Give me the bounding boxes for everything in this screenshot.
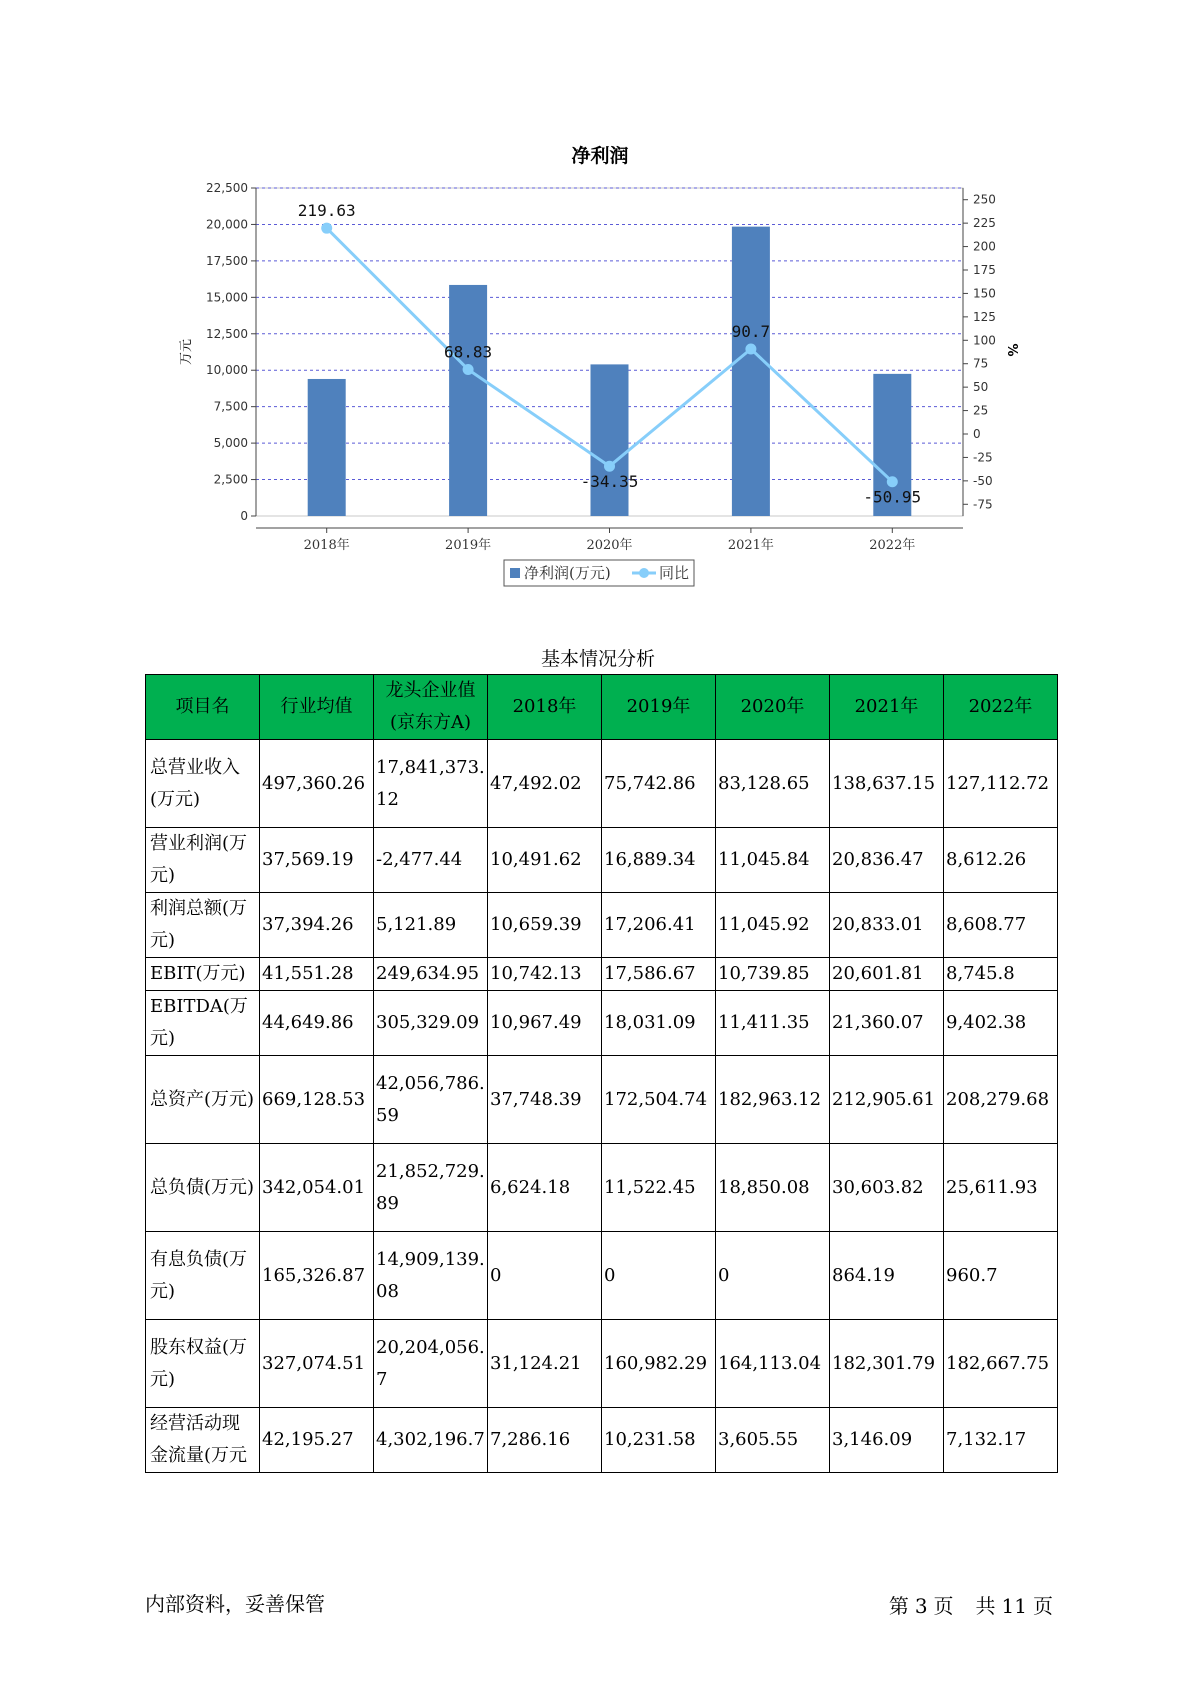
y2-axis-label: % — [1004, 343, 1019, 357]
value-cell: 0 — [602, 1232, 716, 1320]
row-label-cell: 总营业收入(万元) — [146, 740, 260, 828]
value-cell: 212,905.61 — [830, 1056, 944, 1144]
value-cell: 16,889.34 — [602, 828, 716, 893]
value-cell: 160,982.29 — [602, 1320, 716, 1408]
row-label-cell: 股东权益(万元) — [146, 1320, 260, 1408]
value-cell: 17,586.67 — [602, 958, 716, 991]
value-cell: 18,850.08 — [716, 1144, 830, 1232]
header-leader-value: 龙头企业值(京东方A) — [374, 675, 488, 740]
header-2021: 2021年 — [830, 675, 944, 740]
y-tick-label: 22,500 — [206, 181, 248, 195]
value-cell: 0 — [716, 1232, 830, 1320]
row-label-cell: 总资产(万元) — [146, 1056, 260, 1144]
y2-tick-label: 75 — [973, 356, 989, 371]
value-cell: 42,056,786.59 — [374, 1056, 488, 1144]
value-cell: 20,601.81 — [830, 958, 944, 991]
yoy-data-label: 90.7 — [731, 322, 771, 342]
y-tick-label: 10,000 — [206, 363, 248, 378]
x-tick-label: 2020年 — [586, 538, 633, 553]
bar — [732, 227, 770, 516]
value-cell: 20,833.01 — [830, 893, 944, 958]
value-cell: 249,634.95 — [374, 958, 488, 991]
value-cell: 7,286.16 — [488, 1408, 602, 1473]
y2-tick-label: 125 — [973, 309, 996, 324]
value-cell: 31,124.21 — [488, 1320, 602, 1408]
value-cell: -2,477.44 — [374, 828, 488, 893]
value-cell: 8,612.26 — [944, 828, 1058, 893]
value-cell: 327,074.51 — [260, 1320, 374, 1408]
row-label-cell: 总负债(万元) — [146, 1144, 260, 1232]
x-tick-label: 2021年 — [727, 538, 774, 553]
row-label-cell: 营业利润(万元) — [146, 828, 260, 893]
page-number: 3 — [914, 1594, 928, 1618]
page-mid: 页 — [933, 1594, 954, 1618]
table-row — [146, 1408, 1058, 1473]
value-cell: 42,195.27 — [260, 1408, 374, 1473]
y-tick-label: 5,000 — [213, 436, 248, 451]
y2-tick-label: -25 — [973, 450, 993, 465]
legend-bar-label: 净利润(万元) — [524, 564, 611, 582]
value-cell: 44,649.86 — [260, 991, 374, 1056]
y-tick-label: 7,500 — [213, 399, 248, 414]
header-2019: 2019年 — [602, 675, 716, 740]
value-cell: 9,402.38 — [944, 991, 1058, 1056]
value-cell: 864.19 — [830, 1232, 944, 1320]
value-cell: 6,624.18 — [488, 1144, 602, 1232]
value-cell: 20,204,056.7 — [374, 1320, 488, 1408]
value-cell: 37,748.39 — [488, 1056, 602, 1144]
y2-tick-label: 250 — [973, 192, 996, 207]
footer-page-info — [883, 1590, 1053, 1619]
value-cell: 10,742.13 — [488, 958, 602, 991]
table-row — [146, 1232, 1058, 1320]
bar — [449, 285, 487, 516]
total-suffix: 页 — [1033, 1594, 1053, 1618]
yoy-data-label: -50.95 — [863, 487, 922, 507]
value-cell: 41,551.28 — [260, 958, 374, 991]
bar — [308, 379, 346, 516]
value-cell: 127,112.72 — [944, 740, 1058, 828]
value-cell: 20,836.47 — [830, 828, 944, 893]
total-prefix: 共 — [975, 1594, 996, 1618]
y2-tick-label: 175 — [973, 263, 996, 277]
value-cell: 182,667.75 — [944, 1320, 1058, 1408]
value-cell: 8,608.77 — [944, 893, 1058, 958]
value-cell: 25,611.93 — [944, 1144, 1058, 1232]
net-profit-chart — [0, 0, 1191, 600]
yoy-point — [321, 223, 332, 234]
header-item-name: 项目名 — [146, 675, 260, 740]
value-cell: 7,132.17 — [944, 1408, 1058, 1473]
value-cell: 165,326.87 — [260, 1232, 374, 1320]
table-row — [146, 1056, 1058, 1144]
legend-line-marker — [639, 568, 649, 578]
value-cell: 11,045.92 — [716, 893, 830, 958]
row-label-cell: 利润总额(万元) — [146, 893, 260, 958]
yoy-data-label: -34.35 — [580, 472, 639, 492]
y2-tick-label: 25 — [973, 403, 989, 418]
x-tick-label: 2019年 — [445, 538, 492, 553]
value-cell: 138,637.15 — [830, 740, 944, 828]
value-cell: 208,279.68 — [944, 1056, 1058, 1144]
value-cell: 10,659.39 — [488, 893, 602, 958]
value-cell: 5,121.89 — [374, 893, 488, 958]
y2-tick-label: 225 — [973, 216, 996, 231]
value-cell: 305,329.09 — [374, 991, 488, 1056]
y2-tick-label: -50 — [973, 473, 993, 488]
y-tick-label: 12,500 — [206, 326, 248, 341]
yoy-data-label: 219.63 — [297, 201, 356, 221]
basic-analysis-table — [145, 674, 1058, 1473]
header-2020: 2020年 — [716, 675, 830, 740]
value-cell: 30,603.82 — [830, 1144, 944, 1232]
y2-tick-label: 50 — [973, 380, 989, 395]
table-row — [146, 991, 1058, 1056]
yoy-point — [745, 344, 756, 355]
header-industry-avg: 行业均值 — [260, 675, 374, 740]
value-cell: 3,605.55 — [716, 1408, 830, 1473]
value-cell: 37,569.19 — [260, 828, 374, 893]
legend-line-label: 同比 — [659, 564, 690, 582]
table-row — [146, 828, 1058, 893]
yoy-point — [604, 461, 615, 472]
value-cell: 3,146.09 — [830, 1408, 944, 1473]
value-cell: 83,128.65 — [716, 740, 830, 828]
total-pages: 11 — [1001, 1594, 1027, 1618]
table-row — [146, 1144, 1058, 1232]
table-row — [146, 740, 1058, 828]
value-cell: 21,852,729.89 — [374, 1144, 488, 1232]
x-tick-label: 2018年 — [303, 538, 350, 553]
y2-tick-label: 150 — [973, 286, 996, 301]
row-label-cell: 经营活动现金流量(万元 — [146, 1408, 260, 1473]
y2-tick-label: 200 — [973, 239, 996, 254]
value-cell: 960.7 — [944, 1232, 1058, 1320]
page-prefix: 第 — [888, 1594, 909, 1618]
row-label-cell: EBITDA(万元) — [146, 991, 260, 1056]
table-header-row — [146, 675, 1058, 740]
header-2022: 2022年 — [944, 675, 1058, 740]
y2-tick-label: 0 — [973, 427, 981, 441]
value-cell: 17,841,373.12 — [374, 740, 488, 828]
yoy-point — [463, 364, 474, 375]
value-cell: 172,504.74 — [602, 1056, 716, 1144]
yoy-point — [887, 476, 898, 487]
value-cell: 182,301.79 — [830, 1320, 944, 1408]
value-cell: 342,054.01 — [260, 1144, 374, 1232]
table-row — [146, 893, 1058, 958]
legend-bar-swatch — [510, 568, 520, 578]
value-cell: 669,128.53 — [260, 1056, 374, 1144]
value-cell: 10,231.58 — [602, 1408, 716, 1473]
table-row — [146, 1320, 1058, 1408]
y-tick-label: 2,500 — [213, 472, 248, 487]
value-cell: 21,360.07 — [830, 991, 944, 1056]
y2-tick-label: 100 — [973, 333, 996, 348]
row-label-cell: EBIT(万元) — [146, 958, 260, 991]
y-tick-label: 20,000 — [206, 217, 248, 232]
chart-title: 净利润 — [571, 145, 629, 167]
value-cell: 497,360.26 — [260, 740, 374, 828]
row-label-cell: 有息负债(万元) — [146, 1232, 260, 1320]
value-cell: 14,909,139.08 — [374, 1232, 488, 1320]
value-cell: 182,963.12 — [716, 1056, 830, 1144]
value-cell: 8,745.8 — [944, 958, 1058, 991]
y-tick-label: 15,000 — [206, 290, 248, 305]
value-cell: 10,739.85 — [716, 958, 830, 991]
value-cell: 11,522.45 — [602, 1144, 716, 1232]
header-2018: 2018年 — [488, 675, 602, 740]
footer-confidential-note: 内部资料，妥善保管 — [145, 1592, 325, 1616]
value-cell: 0 — [488, 1232, 602, 1320]
value-cell: 11,411.35 — [716, 991, 830, 1056]
value-cell: 10,491.62 — [488, 828, 602, 893]
value-cell: 11,045.84 — [716, 828, 830, 893]
value-cell: 10,967.49 — [488, 991, 602, 1056]
value-cell: 47,492.02 — [488, 740, 602, 828]
value-cell: 164,113.04 — [716, 1320, 830, 1408]
y-axis-label: 万元 — [179, 338, 194, 366]
bar — [591, 364, 629, 516]
y2-tick-label: -75 — [973, 497, 993, 512]
value-cell: 37,394.26 — [260, 893, 374, 958]
value-cell: 4,302,196.7 — [374, 1408, 488, 1473]
y-tick-label: 0 — [240, 509, 248, 523]
yoy-data-label: 68.83 — [444, 342, 493, 362]
table-title: 基本情况分析 — [540, 648, 655, 670]
value-cell: 75,742.86 — [602, 740, 716, 828]
table-row — [146, 958, 1058, 991]
value-cell: 18,031.09 — [602, 991, 716, 1056]
value-cell: 17,206.41 — [602, 893, 716, 958]
x-tick-label: 2022年 — [869, 538, 916, 553]
y-tick-label: 17,500 — [206, 253, 248, 268]
